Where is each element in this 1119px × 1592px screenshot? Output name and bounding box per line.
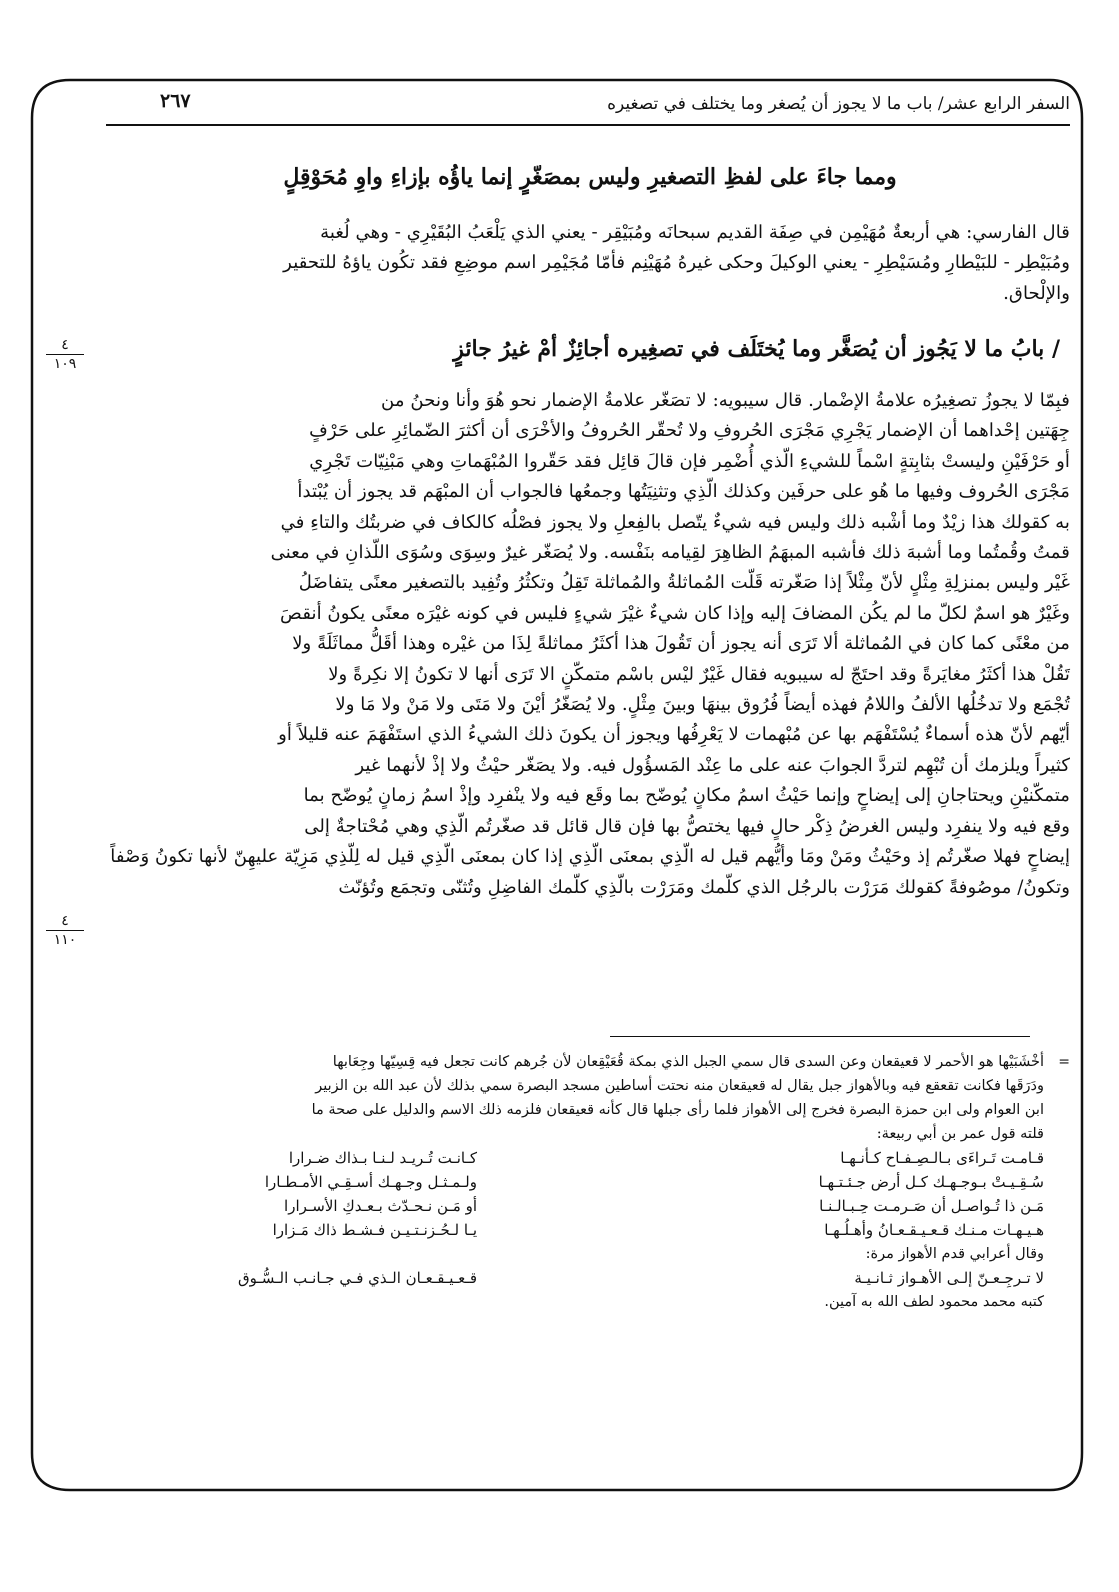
bedouin-intro: وقال أعرابي قدم الأهواز مرة: (865, 1246, 1044, 1262)
footnote-line: قلته قول عمر بن أبي ربيعة: (876, 1126, 1044, 1142)
section1-body (110, 218, 1070, 309)
text-line: وقع فيه ولا ينفرِد وليس الغرضُ ذِكْر حالٍ فيها يختصُّ بها فإن قال قائل قد صغّرتُم الّذِي وهي مُحْتاجةٌ إلى (304, 815, 1070, 837)
footnote-line: ودَرَقَها فكانت تقعقع فيه وبالأهواز جبل يقال له قعيقعان منه نحتت أساطين مسجد البصرة سمي بذلك لأن عبد الله بن الزبير (315, 1078, 1044, 1094)
margin-marker-top (46, 338, 84, 371)
text-line: ومُبَيْطِر - للبَيْطارِ ومُسَيْطِرِ - يعني الوكيلَ وحكى غيرهُ مُهَيْنِم فأمّا مُجَيْمِر اسم موضِعِ فقد تكُون ياؤهُ للتحقير (283, 252, 1070, 274)
margin-marker-bottom (46, 914, 84, 947)
footnote (110, 1050, 1070, 1314)
marker-denominator: ١٠٩ (53, 356, 77, 372)
marker-denominator: ١١٠ (53, 932, 77, 948)
verse-row (110, 1194, 1044, 1218)
text-line: أيّهم لأنّ هذه أسماءٌ يُسْتَفْهَم بها عن مُبْهمات لا يَعْرِفُها ويجوز أن يكونَ ذلك الشيءُ الذي استَفْهَمَ عنه قليلاً أو (278, 724, 1070, 746)
text-line: قمتُ وقُمتُما وما أشبهَ ذلك فأشبه المبهَمُ الظاهِرَ لقِيامه بنَفْسه. ولا يُصَغّر غيرٌ وسِوَى وسُوَى اللّذانِ في معنى (270, 542, 1070, 564)
text-line: تَقُلْ هذا أكثَرُ مغايَرةً وقد احتَجّ له سيبويه فقال غَيْرٌ ليْس باسْم متمكّنٍ الا تَرَى أنها لا تكونُ إلا نكِرةً ولا (328, 663, 1070, 685)
text-line: تُجْمَع ولا تدخُلُها الألفُ واللامُ فهذه أيضاً فُرُوق بينهَا وبينَ مِثْلٍ. ولا يُصَغّرُ أيْنَ ولا مَتَى ولا مَنْ ولا مَا ولا (335, 694, 1070, 716)
footnote-line: ابن العوام ولى ابن حمزة البصرة فخرج إلى الأهواز فلما رأى جبلها قال كأنه قعيقعان فلزمه ذلك الاسم والدليل على صحة ما (311, 1102, 1044, 1118)
footnote-bullet: = (1058, 1054, 1070, 1070)
text-line: به كقولك هذا زيْدٌ وما أشْبه ذلك وليس فيه شيءٌ يتّصل بالفِعلِ ولا يجوز فصْلُه كالكاف في ضربتُك والتاءِ في (280, 511, 1070, 533)
text-line: إيضاحٍ فهلا صغّرتُم إذ وحَيْثُ ومَنْ ومَا وأيُّهم قيل له الّذِي بمعنَى الّذِي إذا كان بمعنَى الّذِي قيل له لِلّذِي مَزِيّة عليهِنّ لأنها تكونُ وَصْفاً (110, 846, 1070, 868)
text-line: وغَيْرٌ هو اسمٌ لكلّ ما لم يكُن المضافَ إليه وإذا كان شيءٌ غيْرَ شيءٍ فليس في كونه غيْرَه معنًى يكونُ أنقصَ (280, 602, 1070, 624)
verse-hemistich-left: أو مَـن نـحـدّث بـعـدكِ الأسـرارا (284, 1197, 477, 1215)
verse-hemistich-right: هـيـهـات مـنـك قـعـيـقـعـانُ وأهـلُـهـا (824, 1221, 1044, 1239)
text-line: قال الفارسي: هي أربعةٌ مُهَيْمِن في صِفَة القديم سبحانَه ومُبَيْقِر - يعني الذي يَلْعَبُ البُقَيْرِي - وهي لُغبة (320, 222, 1070, 243)
page-number: ٢٦٧ (160, 90, 191, 112)
verse-hemistich-right: لا تـرجِـعـنّ إلـى الأهـواز ثـانـيـة (854, 1269, 1044, 1287)
header-rule (106, 124, 1070, 126)
text-line: أو حَرْفَيْنِ وليستْ بثابِتةٍ اسْماً للشيءِ الّذي أُضْمِر فإن قالَ قائِل فقد حَقّروا المُبْهَماتِ وهي مَبْنِيّات تَجْرِي (309, 450, 1070, 472)
marker-divider (46, 930, 84, 931)
text-line: كثيراً ويلزمك أن تُبْهِم لتردَّ الجوابَ عنه على ما عِنْد المَسؤُول فيه. ولا يصَغّر حيْثُ ولا إذْ لأنهما غير (355, 754, 1070, 776)
verse-row (110, 1146, 1044, 1170)
text-line: متمكّنيْنِ ويحتاجانِ إلى إيضاحٍ وإنما حَيْثُ اسمُ مكانٍ يُوضّح بما وقَع فيه ولا ينْفرِد وإذْ اسمُ زمانٍ يُوضّح بما (303, 785, 1070, 807)
verse-hemistich-left: ولـمـثـل وجـهـك أسـقِـي الأمـطـارا (264, 1173, 477, 1191)
footnote-rule (610, 1036, 1030, 1037)
marker-divider (46, 354, 84, 355)
verse-hemistich-right: سُـقِـيـتْ بـوجـهـك كـل أرض جـئـتـهـا (818, 1173, 1044, 1191)
verse-row (110, 1266, 1044, 1290)
text-line: مَجْرَى الحُروف وفيها ما هُو على حرفَين وكذلك الّذِي وتثنِيَتُها وجمعُها فالجواب أن المبْهَم قد يجوز أن يُبْتدأ (297, 481, 1070, 503)
verse-hemistich-left: كـانـت تُـريـد لـنـا بـذاك ضـرارا (288, 1149, 477, 1167)
text-line: جِهَتين إحْداهما أن الإضمار يَجْرِي مَجْرَى الحُروفِ ولا تُحقّر الحُروفُ والأخْرَى أن أكثرَ الضّمائِرِ على حَرْفٍ (309, 420, 1070, 442)
text-line: غَيْر وليس بمنزلِةِ مِثْلٍ لأنّ مِثْلاً إذا صَغّرته قَلّت المُماثلةُ والمُماثلة تَقِلُ وتكثُرُ وتُفِيد بالتصغير معنًى يتفاضَلُ (298, 572, 1070, 594)
text-line: من معْنًى كما كان في المُماثلة ألا تَرَى أنه يجوز أن تَقُولَ هذا أكثَرُ مماثلةً لِذَا من غيْره وهذا أقَلُّ مماثَلَةً ولا (292, 633, 1070, 655)
marker-numerator: ٤ (61, 337, 69, 353)
verse-hemistich-left: قـعـيـقـعـان الـذي فـي جـانـب الـسُّـوق (237, 1269, 477, 1287)
verse-row (110, 1218, 1044, 1242)
section2-body (110, 386, 1070, 903)
verse-row (110, 1170, 1044, 1194)
section-heading-chapter: / بابُ ما لا يَجُوز أن يُصَغَّر وما يُختَلَف في تصغِيره أجائِزٌ أمْ غيرُ جائزٍ (453, 336, 1060, 362)
text-line: فبِمّا لا يجوزُ تصغِيرُه علامةُ الإضْمار. قال سيبويه: لا تصَغّر علامةُ الإضمار نحو هُوَ وأنا ونحنُ من (380, 390, 1070, 411)
section-heading-diminutive-form: ومما جاءَ على لفظِ التصغيرِ وليس بمصَغّرٍ إنما ياؤُه بإزاءِ واوِ مُحَوْقِلٍ (283, 164, 897, 190)
running-head-title: السفر الرابع عشر/ باب ما لا يجوز أن يُصغر وما يختلف في تصغيره (607, 94, 1070, 114)
running-head (110, 88, 1070, 122)
footnote-line: أخْشَبَيْها هو الأحمر لا قعيقعان وعن السدى قال سمي الجبل الذي بمكة قُعَيْقِعان لأن جُرهم كانت تجعل فيه قِسِيّها وجِعَابها (332, 1054, 1044, 1070)
text-line: والإلْحاق. (1003, 282, 1070, 304)
verse-hemistich-right: مَـن ذا تُـواصـل أن صَـرمـت حِـبـالـنـا (819, 1197, 1044, 1215)
verse-hemistich-right: قـامـت تَـراءَى بـالـصِـفـاح كـأنـهـا (840, 1149, 1044, 1167)
text-line: وتكونُ/ موصُوفةً كقولك مَرَرْت بالرجُل الذي كلّمك ومَرَرْت بالّذِي كلّمك الفاضِلِ وتُثنّى وتجمَع وتُؤنّث (338, 876, 1070, 898)
verse-hemistich-left: يـا لـحُـزنـتـيـن فـشـط ذاك مَـزارا (272, 1221, 477, 1239)
marker-numerator: ٤ (61, 913, 69, 929)
signature: كتبه محمد محمود لطف الله به آمين. (824, 1294, 1044, 1310)
